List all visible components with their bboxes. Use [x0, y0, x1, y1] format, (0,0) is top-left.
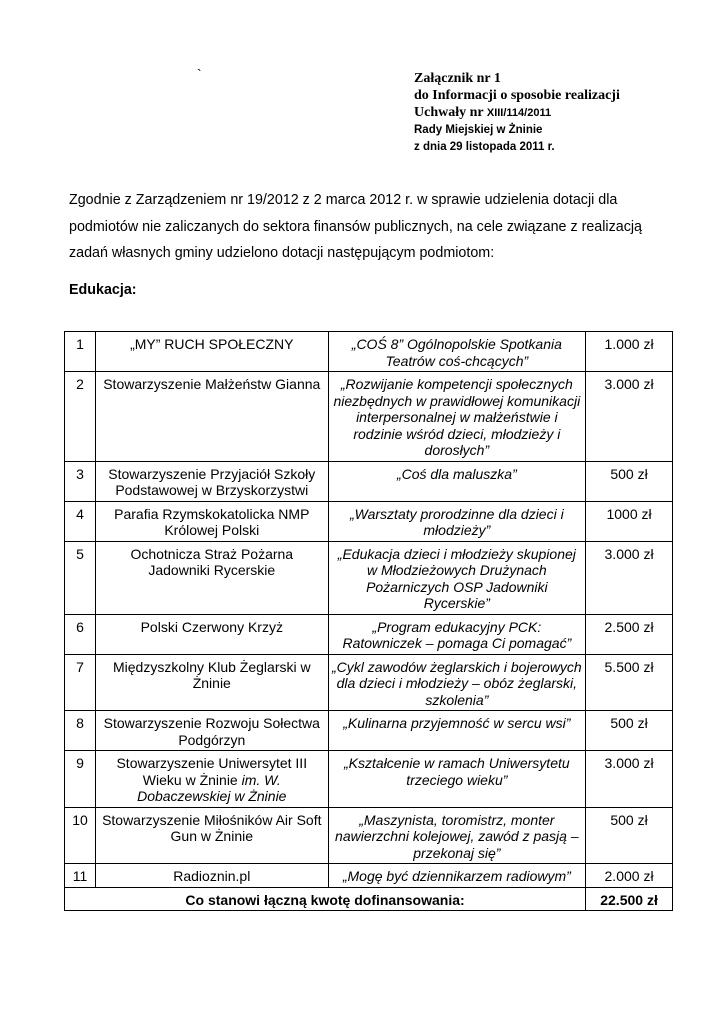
total-amount: 22.500 zł	[586, 887, 673, 911]
task-name: „Coś dla maluszka”	[328, 461, 586, 501]
header-line-2: do Informacji o sposobie realizacji	[414, 88, 620, 103]
organization-name: Międzyszkolny Klub Żeglarski w Żninie	[95, 654, 328, 711]
row-number: 3	[65, 461, 96, 501]
stray-mark: `	[197, 66, 202, 82]
intro-paragraph: Zgodnie z Zarządzeniem nr 19/2012 z 2 marca 2012 r. w sprawie udzielenia dotacji dla podmiotów nie zaliczanych do sektora finansów publicznych, na cele związane z realizacją zadań własnych gminy udzielono dotacji następującym podmiotom:	[69, 192, 642, 261]
attachment-header	[414, 70, 620, 156]
task-name: „Cykl zawodów żeglarskich i bojerowych dla dzieci i młodzieży – obóz żeglarski, szkolenia”	[328, 654, 586, 711]
grant-amount: 500 zł	[586, 461, 673, 501]
resolution-number: XIII/114/2011	[486, 107, 552, 119]
table-row	[65, 864, 673, 888]
header-line-3	[414, 104, 620, 122]
grant-amount: 2.500 zł	[586, 614, 673, 654]
row-number: 2	[65, 372, 96, 462]
grant-amount: 3.000 zł	[586, 541, 673, 614]
row-number: 10	[65, 807, 96, 864]
organization-name: Stowarzyszenie Małżeństw Gianna	[95, 372, 328, 462]
table-row	[65, 654, 673, 711]
row-number: 4	[65, 501, 96, 541]
row-number: 5	[65, 541, 96, 614]
grants-table	[64, 331, 673, 911]
task-name: „Warsztaty prorodzinne dla dzieci i młodzieży”	[328, 501, 586, 541]
table-row	[65, 711, 673, 751]
organization-name: Stowarzyszenie Przyjaciół Szkoły Podstawowej w Brzyskorzystwi	[95, 461, 328, 501]
task-name: „Mogę być dziennikarzem radiowym”	[328, 864, 586, 888]
row-number: 9	[65, 751, 96, 808]
table-row	[65, 541, 673, 614]
grant-amount: 500 zł	[586, 711, 673, 751]
task-name: „Program edukacyjny PCK: Ratowniczek – pomaga Ci pomagać”	[328, 614, 586, 654]
organization-name	[95, 751, 328, 808]
row-number: 11	[65, 864, 96, 888]
organization-name: Ochotnicza Straż Pożarna Jadowniki Rycerskie	[95, 541, 328, 614]
row-number: 8	[65, 711, 96, 751]
total-label: Co stanowi łączną kwotę dofinansowania:	[65, 887, 586, 911]
grant-amount: 1000 zł	[586, 501, 673, 541]
task-name: „Kulinarna przyjemność w sercu wsi”	[328, 711, 586, 751]
organization-name-part: Stowarzyszenie Uniwersytet III Wieku w Żninie	[116, 755, 308, 788]
grant-amount: 2.000 zł	[586, 864, 673, 888]
row-number: 6	[65, 614, 96, 654]
organization-patron: im. W. Dobaczewskiej w Żninie	[137, 771, 287, 804]
row-number: 7	[65, 654, 96, 711]
organization-name: Stowarzyszenie Rozwoju Sołectwa Podgórzyn	[95, 711, 328, 751]
organization-name: Stowarzyszenie Miłośników Air Soft Gun w Żninie	[95, 807, 328, 864]
grant-amount: 3.000 zł	[586, 372, 673, 462]
task-name: „Rozwijanie kompetencji społecznych niezbędnych w prawidłowej komunikacji interpersonalnej w małżeństwie i rodzinie wśród dzieci, młodzieży i dorosłych”	[328, 372, 586, 462]
header-line-3-prefix: Uchwały nr	[414, 105, 487, 120]
table-row	[65, 807, 673, 864]
grant-amount: 500 zł	[586, 807, 673, 864]
table-row	[65, 461, 673, 501]
table-row	[65, 332, 673, 372]
header-line-4: Rady Miejskiej w Żninie	[414, 124, 543, 136]
grant-amount: 3.000 zł	[586, 751, 673, 808]
task-name: „Kształcenie w ramach Uniwersytetu trzeciego wieku”	[328, 751, 586, 808]
task-name: „COŚ 8” Ogólnopolskie Spotkania Teatrów coś-chcących”	[328, 332, 586, 372]
grant-amount: 1.000 zł	[586, 332, 673, 372]
section-title: Edukacja:	[69, 282, 137, 298]
organization-name: Radioznin.pl	[95, 864, 328, 888]
header-line-5: z dnia 29 listopada 2011 r.	[414, 141, 555, 153]
task-name: „Edukacja dzieci i młodzieży skupionej w Młodzieżowych Drużynach Pożarniczych OSP Jadowniki Rycerskie”	[328, 541, 586, 614]
organization-name: Polski Czerwony Krzyż	[95, 614, 328, 654]
table-row	[65, 501, 673, 541]
organization-name: Parafia Rzymskokatolicka NMP Królowej Polski	[95, 501, 328, 541]
row-number: 1	[65, 332, 96, 372]
task-name: „Maszynista, toromistrz, monter nawierzchni kolejowej, zawód z pasją – przekonaj się”	[328, 807, 586, 864]
table-row	[65, 751, 673, 808]
header-line-1: Załącznik nr 1	[414, 71, 501, 86]
organization-name: „MY” RUCH SPOŁECZNY	[95, 332, 328, 372]
grant-amount: 5.500 zł	[586, 654, 673, 711]
table-row	[65, 372, 673, 462]
total-row	[65, 887, 673, 911]
table-row	[65, 614, 673, 654]
